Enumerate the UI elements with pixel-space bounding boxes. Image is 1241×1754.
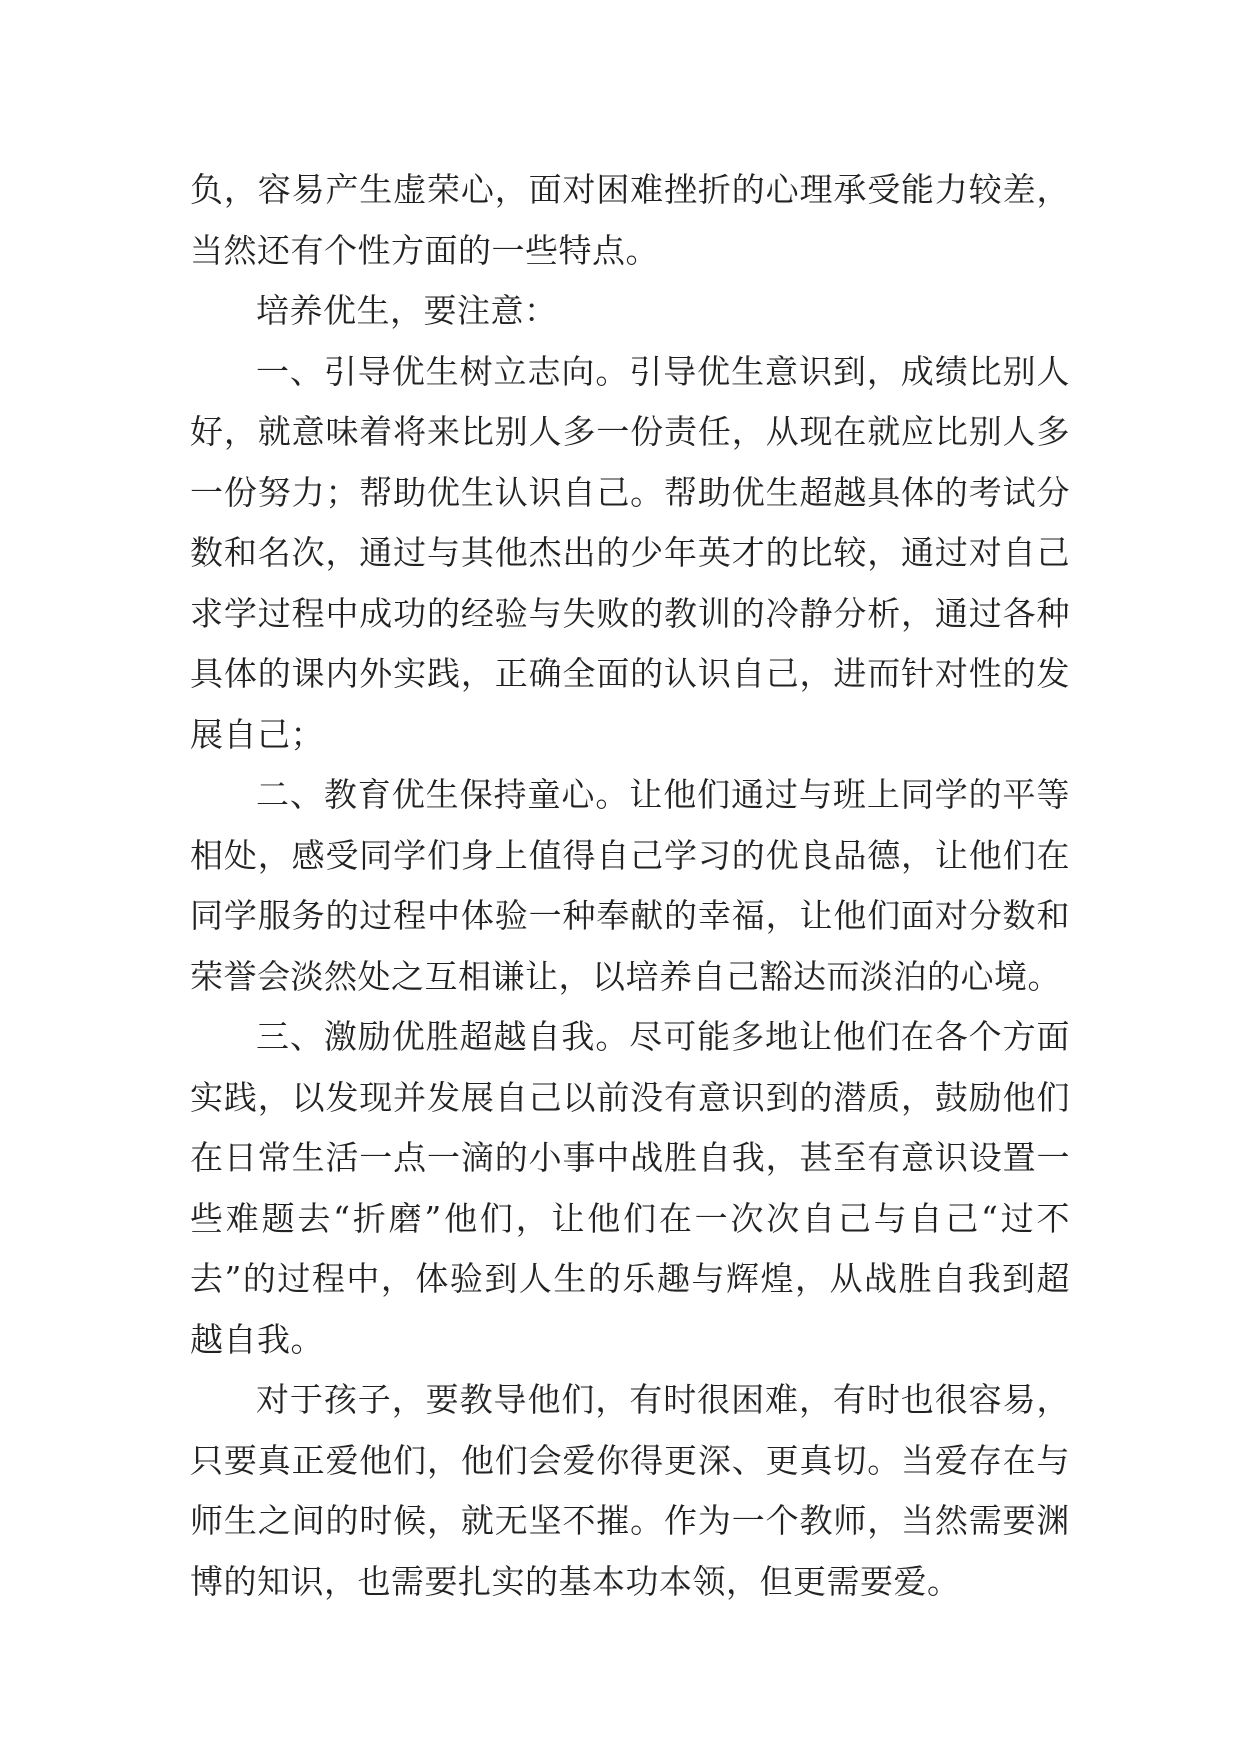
paragraph-continuation: 负，容易产生虚荣心，面对困难挫折的心理承受能力较差，当然还有个性方面的一些特点。	[190, 170, 1070, 270]
paragraph-intro: 培养优生，要注意：	[256, 291, 558, 330]
document-body	[190, 160, 1070, 1612]
paragraph-conclusion: 对于孩子，要教导他们，有时很困难，有时也很容易，只要真正爱他们，他们会爱你得更深、更真切。当爱存在与师生之间的时候，就无坚不摧。作为一个教师，当然需要渊博的知识，也需要扎实的基本功本领，但更需要爱。	[190, 1380, 1070, 1601]
paragraph-point-three: 三、激励优胜超越自我。尽可能多地让他们在各个方面实践，以发现并发展自己以前没有意识到的潜质，鼓励他们在日常生活一点一滴的小事中战胜自我，甚至有意识设置一些难题去“折磨”他们，让他们在一次次自己与自己“过不去”的过程中，体验到人生的乐趣与辉煌，从战胜自我到超越自我。	[190, 1017, 1070, 1359]
paragraph-point-one: 一、引导优生树立志向。引导优生意识到，成绩比别人好，就意味着将来比别人多一份责任，从现在就应比别人多一份努力；帮助优生认识自己。帮助优生超越具体的考试分数和名次，通过与其他杰出的少年英才的比较，通过对自己求学过程中成功的经验与失败的教训的冷静分析，通过各种具体的课内外实践，正确全面的认识自己，进而针对性的发展自己；	[190, 351, 1070, 754]
paragraph-point-two: 二、教育优生保持童心。让他们通过与班上同学的平等相处，感受同学们身上值得自己学习的优良品德，让他们在同学服务的过程中体验一种奉献的幸福，让他们面对分数和荣誉会淡然处之互相谦让，以培养自己豁达而淡泊的心境。	[190, 775, 1070, 996]
